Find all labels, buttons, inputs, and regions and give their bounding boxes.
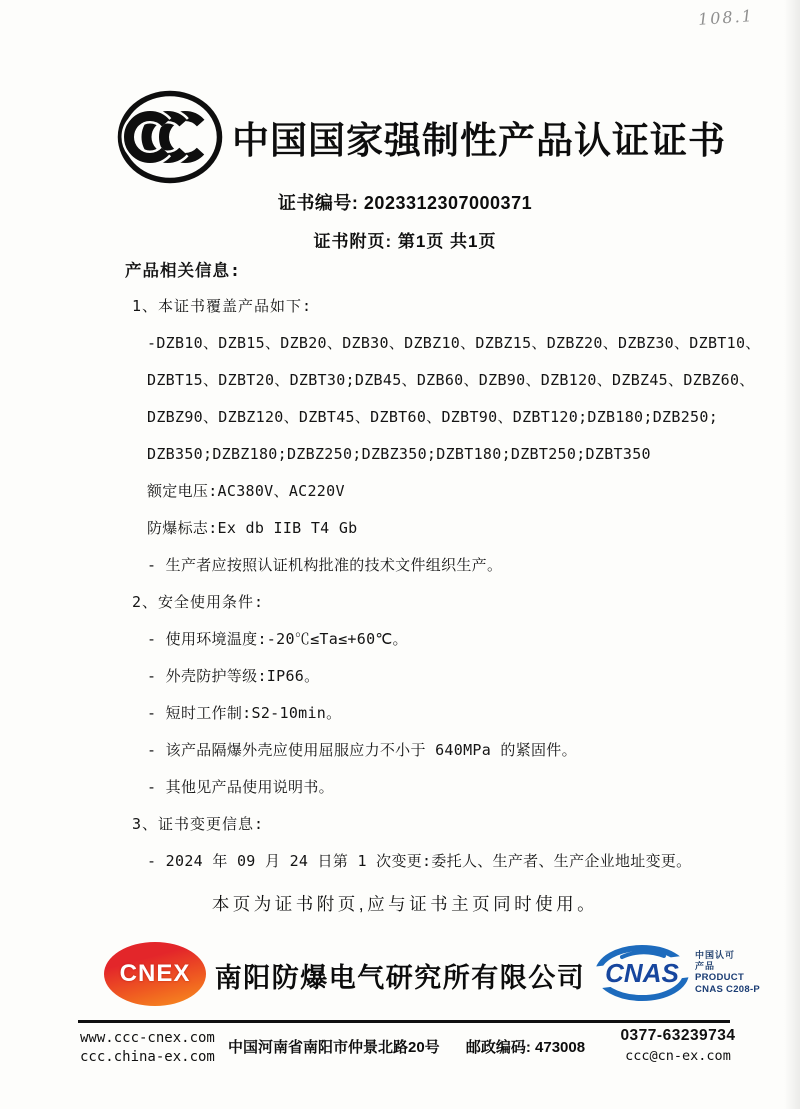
- postal-code-value: 473008: [535, 1039, 586, 1056]
- cnex-logo-text: CNEX: [119, 960, 191, 987]
- footer-websites: [80, 1029, 215, 1067]
- cnas-accreditation-mark: [594, 944, 760, 1002]
- cnas-caption-cn: 产品: [695, 961, 716, 972]
- footer-divider-line: [78, 1020, 730, 1023]
- ccc-logo: [116, 89, 224, 190]
- section-title: 产品相关信息:: [125, 260, 241, 280]
- body-line: DZB350;DZBZ180;DZBZ250;DZBZ350;DZBT180;DZBT250;DZBT350: [147, 444, 651, 463]
- body-line: - 外壳防护等级:IP66。: [147, 667, 320, 685]
- ccc-mark-icon: [116, 89, 224, 185]
- body-line: -DZB10、DZB15、DZB20、DZB30、DZBZ10、DZBZ15、DZBZ20、DZBZ30、DZBT10、: [147, 334, 761, 352]
- cnas-globe-icon: [594, 944, 690, 1002]
- cnas-caption-en: PRODUCT: [695, 972, 745, 984]
- body-line: 防爆标志:Ex db IIB T4 Gb: [147, 519, 358, 537]
- cnas-caption-en: CNAS C208-P: [695, 984, 761, 996]
- certificate-number-label: 证书编号:: [277, 193, 359, 213]
- product-info-section: [125, 250, 761, 879]
- body-line: 额定电压:AC380V、AC220V: [147, 482, 345, 500]
- certificate-number-value: 2023312307000371: [363, 193, 533, 213]
- body-line: DZBT15、DZBT20、DZBT30;DZB45、DZB60、DZB90、DZB120、DZBZ45、DZBZ60、: [147, 371, 755, 389]
- website-url: www.ccc-cnex.com: [80, 1030, 215, 1046]
- attachment-usage-note: 本页为证书附页,应与证书主页同时使用。: [211, 894, 599, 914]
- body-line: 1、本证书覆盖产品如下:: [132, 297, 313, 315]
- cnas-caption-cn: 中国认可: [695, 949, 736, 960]
- issuer-company-name: 南阳防爆电气研究所有限公司: [214, 963, 586, 993]
- attachment-page-line: [80, 227, 730, 252]
- body-line: - 使用环境温度:-20℃≤Ta≤+60℃。: [147, 630, 408, 648]
- website-url: ccc.china-ex.com: [80, 1049, 215, 1065]
- email-address: ccc@cn-ex.com: [625, 1048, 731, 1064]
- body-line: - 2024 年 09 月 24 日第 1 次变更:委托人、生产者、生产企业地址变更。: [147, 852, 692, 870]
- svg-text:CNAS: CNAS: [605, 958, 679, 988]
- cnex-logo: [104, 942, 206, 1006]
- body-line: - 该产品隔爆外壳应使用屈服应力不小于 640MPa 的紧固件。: [147, 741, 577, 759]
- body-line: - 短时工作制:S2-10min。: [147, 704, 342, 722]
- attachment-label: 证书附页:: [313, 232, 393, 251]
- footer-address-line: [228, 1036, 598, 1057]
- phone-number: 0377-63239734: [620, 1027, 736, 1044]
- attachment-value: 第1页 共1页: [397, 232, 497, 251]
- footer-contact: [618, 1027, 738, 1064]
- body-line: 2、安全使用条件:: [132, 593, 265, 611]
- cnas-caption: [695, 950, 760, 996]
- company-address: 中国河南省南阳市仲景北路20号: [228, 1039, 440, 1056]
- body-line: - 其他见产品使用说明书。: [147, 778, 334, 796]
- scan-edge-shadow: [784, 0, 800, 1109]
- document-title: 中国国家强制性产品认证证书: [232, 121, 726, 162]
- body-line: - 生产者应按照认证机构批准的技术文件组织生产。: [147, 556, 503, 574]
- certificate-number-line: [80, 189, 730, 215]
- body-line: DZBZ90、DZBZ120、DZBT45、DZBT60、DZBT90、DZBT120;DZB180;DZB250;: [147, 408, 719, 426]
- handwritten-page-number: 108.1: [697, 6, 755, 29]
- body-line: 3、证书变更信息:: [132, 815, 265, 833]
- postal-code-label: 邮政编码:: [465, 1039, 531, 1056]
